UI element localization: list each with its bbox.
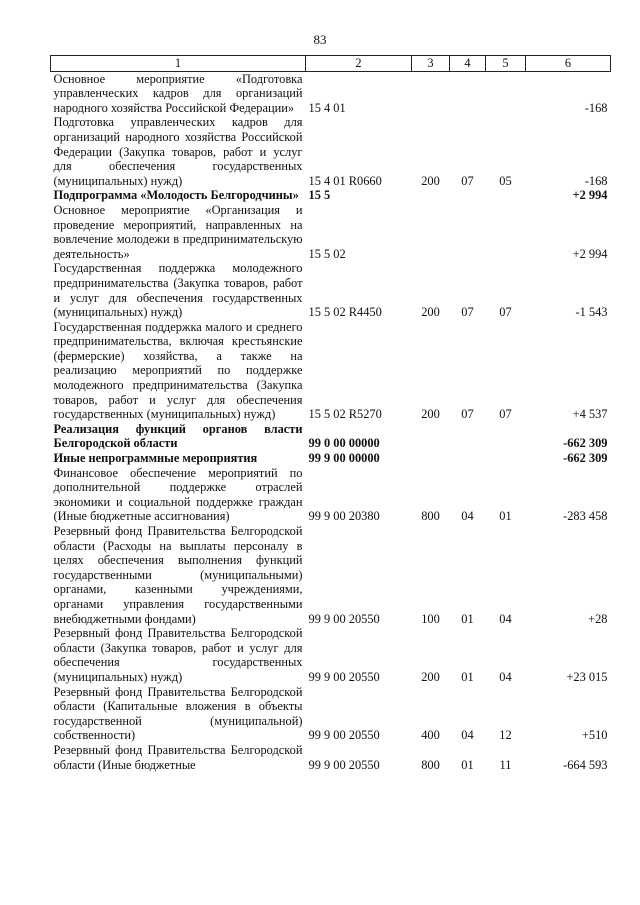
row-code: 99 9 00 20550 bbox=[308, 669, 380, 684]
row-subsection bbox=[486, 71, 526, 115]
row-code: 99 9 00 20550 bbox=[308, 611, 380, 626]
row-code: 99 0 00 00000 bbox=[308, 436, 380, 451]
row-name: Резервный фонд Правительства Белгородской области (Капитальные вложения в объекты государственной (муниципальной) собственности) bbox=[53, 684, 303, 743]
column-header-2: 2 bbox=[306, 56, 412, 72]
row-section: 04 bbox=[461, 728, 474, 743]
table-row bbox=[51, 451, 611, 466]
budget-table bbox=[50, 55, 611, 772]
row-expense-type bbox=[412, 188, 450, 203]
row-name: Основное мероприятие «Организация и проведение мероприятий, направленных на вовлечение молодежи в предпринимательскую деятельность» bbox=[53, 202, 303, 261]
column-header-5: 5 bbox=[486, 56, 526, 72]
row-subsection: 05 bbox=[499, 173, 512, 188]
row-expense-type: 800 bbox=[421, 757, 440, 772]
table-row bbox=[51, 422, 611, 451]
row-section: 01 bbox=[461, 669, 474, 684]
row-expense-type bbox=[412, 451, 450, 466]
column-header-4: 4 bbox=[450, 56, 486, 72]
row-subsection bbox=[486, 422, 526, 451]
row-expense-type: 400 bbox=[421, 728, 440, 743]
row-amount: -662 309 bbox=[563, 451, 608, 466]
row-subsection bbox=[486, 203, 526, 261]
row-name: Подготовка управленческих кадров для организаций народного хозяйства Российской Федерации (Закупка товаров, работ и услуг для обеспечения государственных (муниципальных) нужд) bbox=[53, 115, 303, 188]
row-amount: +23 015 bbox=[566, 669, 608, 684]
row-expense-type bbox=[412, 71, 450, 115]
row-expense-type: 200 bbox=[421, 407, 440, 422]
row-name: Резервный фонд Правительства Белгородской области (Закупка товаров, работ и услуг для обеспечения государственных (муниципальных) нужд) bbox=[53, 626, 303, 684]
row-section bbox=[450, 451, 486, 466]
row-name: Резервный фонд Правительства Белгородской области (Расходы на выплаты персоналу в целях обеспечения выполнения функций государственными (муниципальными) органами, казенными учреждениями, органами управления государственными внебюджетными фондами) bbox=[53, 524, 303, 626]
table-row bbox=[51, 71, 611, 115]
table-row bbox=[51, 743, 611, 772]
row-subsection bbox=[486, 451, 526, 466]
row-expense-type: 200 bbox=[421, 173, 440, 188]
column-number-row bbox=[51, 56, 611, 72]
column-header-3: 3 bbox=[412, 56, 450, 72]
row-expense-type bbox=[412, 203, 450, 261]
row-amount: -283 458 bbox=[563, 509, 608, 524]
row-section: 07 bbox=[461, 173, 474, 188]
table-row bbox=[51, 203, 611, 261]
table-row bbox=[51, 261, 611, 319]
row-subsection bbox=[486, 188, 526, 203]
row-code: 99 9 00 20550 bbox=[308, 757, 380, 772]
row-name: Реализация функций органов власти Белгородской области bbox=[53, 421, 303, 451]
row-section: 01 bbox=[461, 757, 474, 772]
row-expense-type: 800 bbox=[421, 509, 440, 524]
table-row bbox=[51, 626, 611, 684]
row-name: Иные непрограммные мероприятия bbox=[53, 451, 258, 466]
row-name: Основное мероприятие «Подготовка управленческих кадров для организаций народного хозяйства Российской Федерации» bbox=[53, 71, 303, 115]
row-expense-type bbox=[412, 422, 450, 451]
row-subsection: 04 bbox=[499, 611, 512, 626]
row-code: 15 5 02 bbox=[308, 246, 346, 261]
row-section bbox=[450, 188, 486, 203]
row-code: 99 9 00 00000 bbox=[308, 451, 380, 466]
row-code: 99 9 00 20380 bbox=[308, 509, 380, 524]
row-name: Государственная поддержка молодежного предпринимательства (Закупка товаров, работ и услуг для обеспечения государственных (муниципальных) нужд) bbox=[53, 261, 303, 320]
row-subsection: 01 bbox=[499, 509, 512, 524]
row-section: 07 bbox=[461, 407, 474, 422]
table-row bbox=[51, 524, 611, 626]
row-amount: -664 593 bbox=[563, 757, 608, 772]
table-row bbox=[51, 320, 611, 422]
row-name: Финансовое обеспечение мероприятий по дополнительной поддержке отраслей экономики и социальной поддержке граждан (Иные бюджетные ассигнования) bbox=[53, 465, 303, 524]
row-name: Государственная поддержка малого и среднего предпринимательства, включая крестьянские (фермерские) хозяйства, а также на реализацию мероприятий по поддержке молодежного предпринимательства (Закупка товаров, работ и услуг для обеспечения государственных (муниципальных) нужд) bbox=[53, 319, 303, 422]
row-amount: -1 543 bbox=[575, 305, 608, 320]
row-expense-type: 200 bbox=[421, 669, 440, 684]
row-code: 99 9 00 20550 bbox=[308, 728, 380, 743]
row-section: 01 bbox=[461, 611, 474, 626]
row-amount: +2 994 bbox=[572, 188, 608, 203]
row-section bbox=[450, 422, 486, 451]
row-amount: +510 bbox=[581, 728, 608, 743]
row-amount: +4 537 bbox=[572, 407, 608, 422]
row-subsection: 12 bbox=[499, 728, 512, 743]
row-code: 15 4 01 R0660 bbox=[308, 173, 382, 188]
row-amount: -168 bbox=[584, 100, 608, 115]
row-subsection: 04 bbox=[499, 669, 512, 684]
row-subsection: 11 bbox=[499, 757, 512, 772]
row-code: 15 5 02 R4450 bbox=[308, 305, 382, 320]
row-subsection: 07 bbox=[499, 305, 512, 320]
column-header-6: 6 bbox=[526, 56, 611, 72]
table-row bbox=[51, 115, 611, 188]
table-row bbox=[51, 466, 611, 524]
table-header bbox=[51, 56, 611, 72]
row-amount: +2 994 bbox=[572, 246, 608, 261]
table-row bbox=[51, 685, 611, 743]
row-expense-type: 100 bbox=[421, 611, 440, 626]
table-body bbox=[51, 71, 611, 772]
row-section bbox=[450, 71, 486, 115]
row-amount: -168 bbox=[584, 173, 608, 188]
row-name: Резервный фонд Правительства Белгородской области (Иные бюджетные bbox=[53, 742, 303, 772]
row-section: 07 bbox=[461, 305, 474, 320]
row-code: 15 4 01 bbox=[308, 100, 346, 115]
row-subsection: 07 bbox=[499, 407, 512, 422]
row-amount: -662 309 bbox=[563, 436, 608, 451]
row-expense-type: 200 bbox=[421, 305, 440, 320]
row-code: 15 5 bbox=[308, 188, 331, 203]
row-code: 15 5 02 R5270 bbox=[308, 407, 382, 422]
row-name: Подпрограмма «Молодость Белгородчины» bbox=[53, 188, 299, 203]
row-amount: +28 bbox=[588, 611, 608, 626]
row-section: 04 bbox=[461, 509, 474, 524]
column-header-1: 1 bbox=[51, 56, 306, 72]
table-row bbox=[51, 188, 611, 203]
page-number: 83 bbox=[313, 32, 327, 47]
row-section bbox=[450, 203, 486, 261]
